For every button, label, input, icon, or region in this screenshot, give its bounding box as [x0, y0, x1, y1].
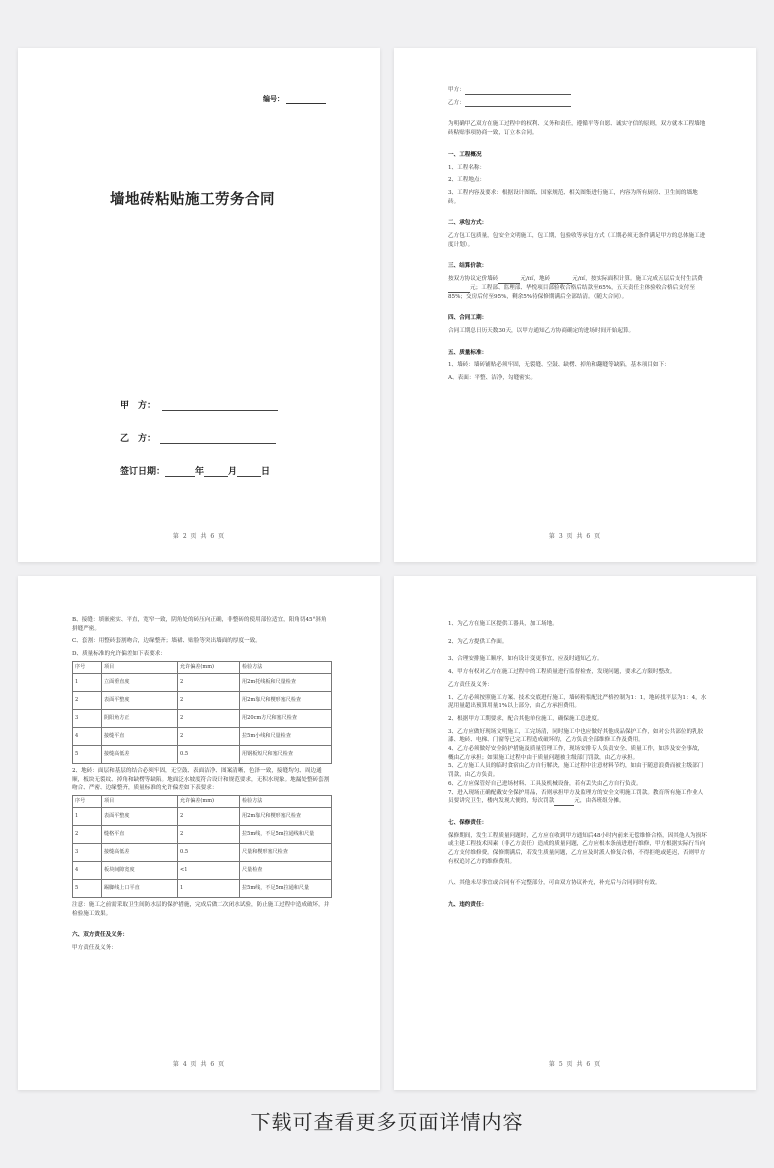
month-blank — [204, 467, 228, 477]
contract-number — [263, 94, 326, 104]
contract-number-label: 编号： — [263, 95, 284, 103]
party-b-blank — [160, 434, 276, 444]
page-5-body — [448, 620, 708, 910]
tolerance-intro: D、质量标准的允许偏差如下表要求： — [72, 651, 166, 658]
page-footer: 第 3 页 共 6 页 — [548, 533, 602, 540]
duty-item: 2、为乙方提供工作面。 — [448, 638, 508, 645]
settlement-text: 按双方协议定价墙砖 元/㎡，地砖 元/㎡，按实际面积计算。施工完成五层后支付生活费元；工程部、监理部、华悦项目部验收合格后结款至65%，五天责任主体验收合格后支付至85%；交房后付至95%，剩余5%待保修期满后全部结清。（随大合同）。 — [448, 276, 703, 300]
section-5-title: 五、质量标准： — [448, 349, 488, 356]
cover-page — [18, 48, 380, 562]
page-footer: 第 2 页 共 6 页 — [172, 533, 226, 540]
duty-item: 7、进入现场正确配戴安全保护用品，否则承担甲方及监理方的安全文明施工罚款。教育所有施工作业人员要讲究卫生，楼内发现大便的，每次罚款 元，由各班组分摊。 — [448, 789, 704, 805]
construction-note: 注意：施工之前需采取卫生间防水层的保护措施，完成后做二次闭水试验，防止施工过程中造成破坏，并检验施工效果。 — [72, 901, 330, 917]
party-a-row — [120, 398, 278, 411]
contract-method-text: 乙方包工包质量，包安全文明施工，包工期，包验收等承包方式（工期必须无条件满足甲方的总体施工进度计划）。 — [448, 233, 706, 248]
table-header-row: 序号 项目 允许偏差(mm) 检验方法 — [73, 795, 332, 807]
table-header-row: 序号 项目 允许偏差(mm) 检验方法 — [73, 661, 332, 673]
table-row: 3 阴阳角方正 2 用20cm方尺和塞尺检查 — [73, 709, 332, 727]
duty-item: 3、乙方应做好现场文明施工，工完场清，同时施工中也应做好其他成品保护工作，如对公共部位的乳胶漆、地砖、电梯、门窗等已完工程造成破坏的，乙方负责全部维修工作及费用。 — [448, 728, 704, 744]
duty-item: 6、乙方应保管好自己进场材料、工具及机械设备，若有丢失由乙方自行负责。 — [448, 780, 642, 787]
schedule-text: 合同工期总日历天数30天，以甲方通知乙方协商确定的进场时间开始起算。 — [448, 327, 635, 334]
table-row: 2 表面平整度 2 用2m靠尺和楔形塞尺检查 — [73, 691, 332, 709]
wall-tolerance-table — [72, 661, 332, 764]
page-3-body — [448, 86, 708, 383]
table-row: 5 接缝高低差 0.5 用钢板短尺和塞尺检查 — [73, 745, 332, 763]
section-4-title: 四、合同工期： — [448, 315, 488, 322]
floor-tolerance-table — [72, 795, 332, 898]
page-4 — [18, 576, 380, 1090]
party-a-label: 甲 方： — [120, 401, 157, 411]
party-b-duties-title: 乙方责任及义务： — [448, 681, 493, 688]
section-8-text: 八、其他未尽事宜或合同有不完整部分，可由双方协议补充，补充后与合同同时有效。 — [448, 880, 661, 887]
table-row: 4 接缝平直 2 拉5m小线和尺量检查 — [73, 727, 332, 745]
duty-item: 5、乙方施工人员的临时食宿由乙方自行解决，施工过程中注意材料节约，如由于随意浪费而被主级部门罚款，由乙方负责。 — [448, 763, 704, 779]
warranty-text: 保修期间，发生工程质量问题时，乙方应在收到甲方通知后48小时内前来无偿维修合格，因其他人为损坏或主建工程技术因素（非乙方责任）造成的质量问题，乙方应根本条前进进行维修，甲方根据实际行当向乙方支付维修费。保修期满后，若发生质量问题，乙方应及时派人修复合格，不得拒绝或延迟，否则甲方有权追讨乙方的维修费用。 — [448, 832, 707, 865]
contract-number-blank — [286, 97, 326, 104]
table-row: 3 接缝高低差 0.5 尺量和楔形塞尺检查 — [73, 843, 332, 861]
duty-item: 4、乙方必须做好安全防护措施及质量管理工作，现场安排专人负责安全、质量工作，如涉及安全事故，概由乙方承担；如果施工过程中由于质量问题被主级部门罚款，由乙方承担。 — [448, 746, 704, 761]
section-6-title: 六、双方责任及义务： — [72, 932, 128, 939]
sign-date-label: 签订日期： — [120, 467, 166, 477]
duty-item: 2、根据甲方工期要求，配合其他单位施工，确保施工总进度。 — [448, 715, 603, 722]
joint-standard: B、接缝：填嵌密实、平直，宽窄一致，阴角处的砖压向正确，非整砖的使用部位适宜，阳角切45°斜角拼缝严密。 — [72, 617, 327, 632]
day-label: 日 — [261, 467, 271, 477]
section-9-title: 九、违约责任： — [448, 902, 488, 909]
page-5 — [394, 576, 756, 1090]
table-row: 4 板块间隙宽度 <1 尺量检查 — [73, 861, 332, 879]
table-row: 2 缝格平直 2 拉5m线，不足5m拉通线和尺量 — [73, 825, 332, 843]
section-1-title: 一、工程概况 — [448, 151, 482, 158]
download-banner[interactable]: 下载可查看更多页面详情内容 — [250, 1110, 524, 1134]
page-4-body — [72, 616, 332, 953]
section-2-title: 二、承包方式： — [448, 220, 488, 227]
duty-item: 1、乙方必须按照施工方案、技术交底进行施工，墙砖粉浆配比严格控制为1：1，地砖找平层为1：4，水泥用量超出预算用量1%以上部分，由乙方承担费用。 — [448, 694, 707, 710]
party-b-row — [120, 431, 276, 444]
year-blank — [165, 467, 195, 477]
section-3-title: 三、结算价款： — [448, 263, 488, 270]
party-b-line: 乙方： — [448, 99, 708, 108]
party-a-duties-title: 甲方责任及义务： — [72, 945, 117, 952]
document-title: 墙地砖粘贴施工劳务合同 — [110, 192, 275, 208]
project-name: 1、工程名称： — [448, 164, 486, 171]
day-blank — [237, 467, 261, 477]
duty-item: 4、甲方有权对乙方在施工过程中的工程质量进行监督检查，发现问题，要求乙方限时整改。 — [448, 669, 676, 676]
duty-item: 3、合理安排施工顺序，如有设计变更事宜，应及时通知乙方。 — [448, 656, 603, 663]
duty-item: 1、为乙方在施工区提供工器具，加工场地。 — [448, 621, 558, 627]
table-row: 1 表面平整度 2 用2m靠尺和楔形塞尺检查 — [73, 807, 332, 825]
party-a-line: 甲方： — [448, 86, 708, 95]
year-label: 年 — [195, 467, 205, 477]
floor-tile-standard: 2、地砖：面层和基层的结合必须牢固，无空鼓、表面洁净、图案清晰，色泽一致，接缝均匀、周边通顺，板块无裂纹、掉角和缺楞等缺陷。地面泛水坡度符合设计和规范要求，无积水现象。地漏处整砖套割吻合、严密、边缘整齐，质量标准的允许偏差如下表要求： — [72, 767, 330, 792]
sign-date-row — [120, 464, 270, 477]
table-row: 1 立面垂直度 2 用2m托线板和尺量检查 — [73, 673, 332, 691]
month-label: 月 — [228, 467, 238, 477]
project-location: 2、工程地点： — [448, 177, 486, 184]
project-content: 3、工程内容及要求：根据设计图纸、国家规范、相关图集进行施工，内容为所有厨房、卫生间的墙地砖。 — [448, 189, 698, 205]
table-row: 5 踢脚线上口平直 1 拉5m线，不足5m拉通和尺量 — [73, 879, 332, 897]
page-3 — [394, 48, 756, 562]
surface-standard: A、表面：平整、洁净，勾缝密实。 — [448, 375, 536, 382]
page-footer: 第 4 页 共 6 页 — [172, 1061, 226, 1068]
party-b-label: 乙 方： — [120, 434, 157, 444]
party-a-blank — [162, 401, 278, 411]
section-7-title: 七、保修责任： — [448, 819, 488, 826]
wall-tile-standard: 1、墙砖：墙砖铺贴必须牢固，无裂缝、空鼓、缺楞、掉角和翻缝等缺陷，基本项目如下： — [448, 362, 670, 369]
intro-paragraph: 为明确甲乙双方在施工过程中的权利、义务和责任，遵循平等自愿、诚实守信的原则，双方就本工程墙地砖粘贴事项协商一致，订立本合同。 — [448, 121, 706, 137]
page-footer: 第 5 页 共 6 页 — [548, 1061, 602, 1068]
cutting-standard: C、套割：用整砖套割吻合，边缘整齐；墙裙、贴脸等突出墙面的厚度一致。 — [72, 638, 261, 645]
